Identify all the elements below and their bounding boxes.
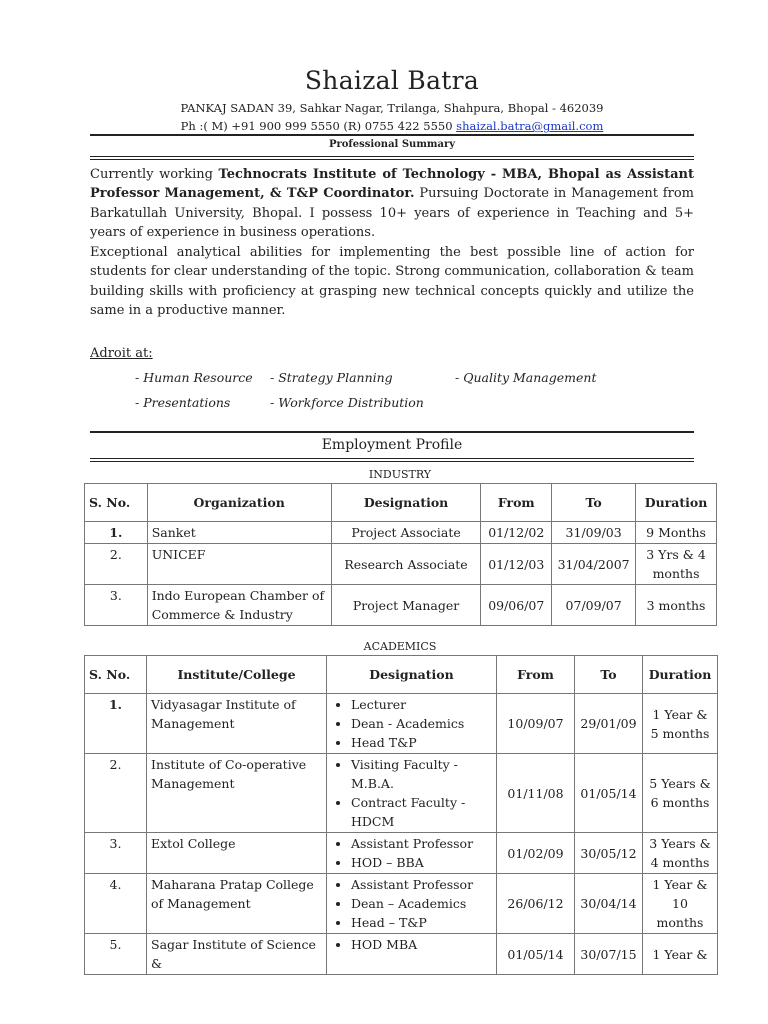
column-header: From bbox=[497, 656, 575, 694]
designation-item: • Head – T&P bbox=[351, 913, 492, 932]
serial-number: 3. bbox=[85, 585, 148, 626]
academics-table bbox=[84, 655, 718, 975]
skill-item: - Human Resource bbox=[135, 370, 253, 385]
column-header: Duration bbox=[643, 656, 718, 694]
industry-table bbox=[84, 483, 717, 626]
column-header: S. No. bbox=[85, 484, 148, 522]
table-header-row bbox=[85, 656, 718, 694]
duration: 3 Yrs & 4 months bbox=[636, 544, 717, 585]
column-header: To bbox=[552, 484, 636, 522]
summary-text: Pursuing Doctorate in Management from Barkatullah University, Bhopal. I possess 10+ years of experience in Teaching and 5+ years of experience in business operations. bbox=[90, 186, 694, 240]
column-header: Designation bbox=[327, 656, 497, 694]
section-title-employment: Employment Profile bbox=[321, 437, 463, 453]
skill-item: - Presentations bbox=[135, 395, 231, 410]
table-row bbox=[85, 874, 718, 934]
serial-number: 1. bbox=[85, 694, 147, 754]
from-date: 01/02/09 bbox=[497, 833, 575, 874]
to-date: 31/09/03 bbox=[552, 522, 636, 544]
table-row bbox=[85, 934, 718, 975]
institute: Institute of Co-operative Management bbox=[147, 754, 327, 833]
designation-item: • Assistant Professor bbox=[351, 834, 492, 853]
to-date: 30/04/14 bbox=[575, 874, 643, 934]
serial-number: 4. bbox=[85, 874, 147, 934]
table-row bbox=[85, 522, 717, 544]
designation-item: • HOD MBA bbox=[351, 935, 492, 954]
table-row bbox=[85, 833, 718, 874]
address: PANKAJ SADAN 39, Sahkar Nagar, Trilanga, Shahpura, Bhopal - 462039 bbox=[180, 101, 604, 115]
designation: Project Manager bbox=[331, 585, 481, 626]
column-header: Duration bbox=[636, 484, 717, 522]
contact-line bbox=[0, 119, 768, 133]
institute: Extol College bbox=[147, 833, 327, 874]
to-date: 01/05/14 bbox=[575, 754, 643, 833]
designation-item: • Contract Faculty - HDCM bbox=[351, 793, 492, 831]
skill-item: - Workforce Distribution bbox=[270, 395, 424, 410]
from-date: 09/06/07 bbox=[481, 585, 552, 626]
summary-paragraph-2: Exceptional analytical abilities for implementing the best possible line of action for students for clear understanding of the topic. Strong communication, collaboration & team building skills with proficiency at grasping new technical concepts quickly and utilize the same in a productive manner. bbox=[90, 245, 694, 318]
to-date: 30/05/12 bbox=[575, 833, 643, 874]
duration: 1 Year & 5 months bbox=[643, 694, 718, 754]
from-date: 01/05/14 bbox=[497, 934, 575, 975]
from-date: 26/06/12 bbox=[497, 874, 575, 934]
to-date: 30/07/15 bbox=[575, 934, 643, 975]
table-row bbox=[85, 585, 717, 626]
duration: 5 Years & 6 months bbox=[643, 754, 718, 833]
table-row bbox=[85, 544, 717, 585]
designation-item: • Dean – Academics bbox=[351, 894, 492, 913]
designation-item: • Visiting Faculty - M.B.A. bbox=[351, 755, 492, 793]
institute: Vidyasagar Institute of Management bbox=[147, 694, 327, 754]
email-link[interactable]: shaizal.batra@gmail.com bbox=[456, 119, 604, 133]
serial-number: 5. bbox=[85, 934, 147, 975]
from-date: 01/12/02 bbox=[481, 522, 552, 544]
candidate-name: Shaizal Batra bbox=[304, 66, 480, 95]
designation-item: • Dean - Academics bbox=[351, 714, 492, 733]
designation: Research Associate bbox=[331, 544, 481, 585]
serial-number: 2. bbox=[85, 544, 148, 585]
organization: Indo European Chamber of Commerce & Industry bbox=[147, 585, 331, 626]
divider bbox=[90, 134, 694, 136]
adroit-label: Adroit at: bbox=[90, 346, 153, 361]
column-header: From bbox=[481, 484, 552, 522]
summary-current-role: Technocrats Institute of Technology - MBA, Bhopal as Assistant Professor Management, & T&P Coordinator. bbox=[90, 167, 694, 202]
from-date: 01/12/03 bbox=[481, 544, 552, 585]
duration: 9 Months bbox=[636, 522, 717, 544]
designation-item: • Head T&P bbox=[351, 733, 492, 752]
to-date: 07/09/07 bbox=[552, 585, 636, 626]
from-date: 01/11/08 bbox=[497, 754, 575, 833]
duration: 1 Year & 10 months bbox=[643, 874, 718, 934]
column-header: Designation bbox=[331, 484, 481, 522]
designation-item: • Lecturer bbox=[351, 695, 492, 714]
duration: 1 Year & bbox=[643, 934, 718, 975]
column-header: To bbox=[575, 656, 643, 694]
designation-item: • Assistant Professor bbox=[351, 875, 492, 894]
divider bbox=[90, 156, 694, 157]
designation-list bbox=[327, 934, 497, 975]
serial-number: 1. bbox=[85, 522, 148, 544]
serial-number: 3. bbox=[85, 833, 147, 874]
skill-item: - Strategy Planning bbox=[270, 370, 393, 385]
industry-label: INDUSTRY bbox=[368, 468, 432, 481]
divider bbox=[90, 431, 694, 433]
skill-item: - Quality Management bbox=[455, 370, 597, 385]
duration: 3 Years & 4 months bbox=[643, 833, 718, 874]
designation-item: • HOD – BBA bbox=[351, 853, 492, 872]
summary-paragraph-1 bbox=[90, 165, 694, 242]
from-date: 10/09/07 bbox=[497, 694, 575, 754]
duration: 3 months bbox=[636, 585, 717, 626]
serial-number: 2. bbox=[85, 754, 147, 833]
organization: Sanket bbox=[147, 522, 331, 544]
summary-text: Currently working bbox=[90, 167, 219, 182]
organization: UNICEF bbox=[147, 544, 331, 585]
column-header: Institute/College bbox=[147, 656, 327, 694]
institute: Maharana Pratap College of Management bbox=[147, 874, 327, 934]
divider bbox=[90, 458, 694, 459]
divider bbox=[90, 159, 694, 160]
designation-list bbox=[327, 833, 497, 874]
to-date: 31/04/2007 bbox=[552, 544, 636, 585]
institute: Sagar Institute of Science & bbox=[147, 934, 327, 975]
divider bbox=[90, 461, 694, 462]
phone-numbers: Ph :( M) +91 900 999 5550 (R) 0755 422 5550 bbox=[180, 119, 457, 133]
table-header-row bbox=[85, 484, 717, 522]
academics-label: ACADEMICS bbox=[363, 640, 437, 653]
designation-list bbox=[327, 694, 497, 754]
column-header: Organization bbox=[147, 484, 331, 522]
designation: Project Associate bbox=[331, 522, 481, 544]
to-date: 29/01/09 bbox=[575, 694, 643, 754]
table-row bbox=[85, 694, 718, 754]
table-row bbox=[85, 754, 718, 833]
designation-list bbox=[327, 874, 497, 934]
section-title-summary: Professional Summary bbox=[328, 139, 456, 150]
column-header: S. No. bbox=[85, 656, 147, 694]
designation-list bbox=[327, 754, 497, 833]
